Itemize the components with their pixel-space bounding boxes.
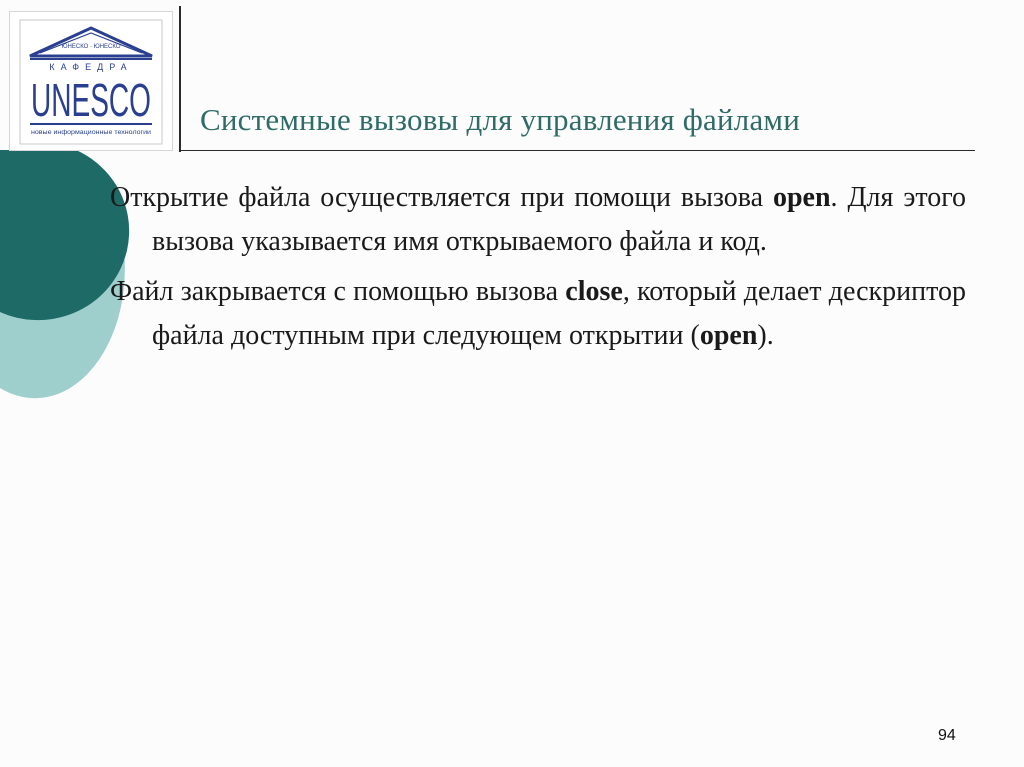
- logo-top-text: КАФЕДРА: [49, 62, 133, 72]
- logo-main-text: UNESCO: [31, 74, 151, 126]
- keyword-open: open: [772, 182, 831, 213]
- slide-body: [110, 176, 966, 364]
- paragraph-open: [110, 176, 966, 264]
- paragraph-close-text-3: ).: [757, 320, 774, 351]
- logo-arch-text: ЮНЕСКО · ЮНЕСКО: [61, 44, 121, 50]
- paragraph-close-text-2: , который делает дескриптор файла доступным при следующем открытии (: [152, 276, 966, 351]
- paragraph-open-text-1: Открытие файла осуществляется при помощи вызова: [110, 182, 773, 213]
- slide-title: Системные вызовы для управления файлами: [200, 102, 801, 137]
- paragraph-close-text-1: Файл закрывается с помощью вызова: [110, 276, 566, 307]
- unesco-logo-graphic: [10, 12, 172, 150]
- keyword-close: close: [565, 276, 623, 307]
- paragraph-close: [110, 270, 966, 358]
- keyword-open-2: open: [699, 320, 758, 351]
- unesco-logo: [10, 12, 172, 150]
- logo-bottom-text: новые информационные технологии: [31, 129, 152, 136]
- paragraph-open-text-2: . Для этого вызова указывается имя открываемого файла и код.: [152, 182, 966, 257]
- header-vertical-rule: [179, 6, 181, 152]
- header-horizontal-rule: [179, 150, 975, 151]
- page-number: 94: [938, 727, 956, 744]
